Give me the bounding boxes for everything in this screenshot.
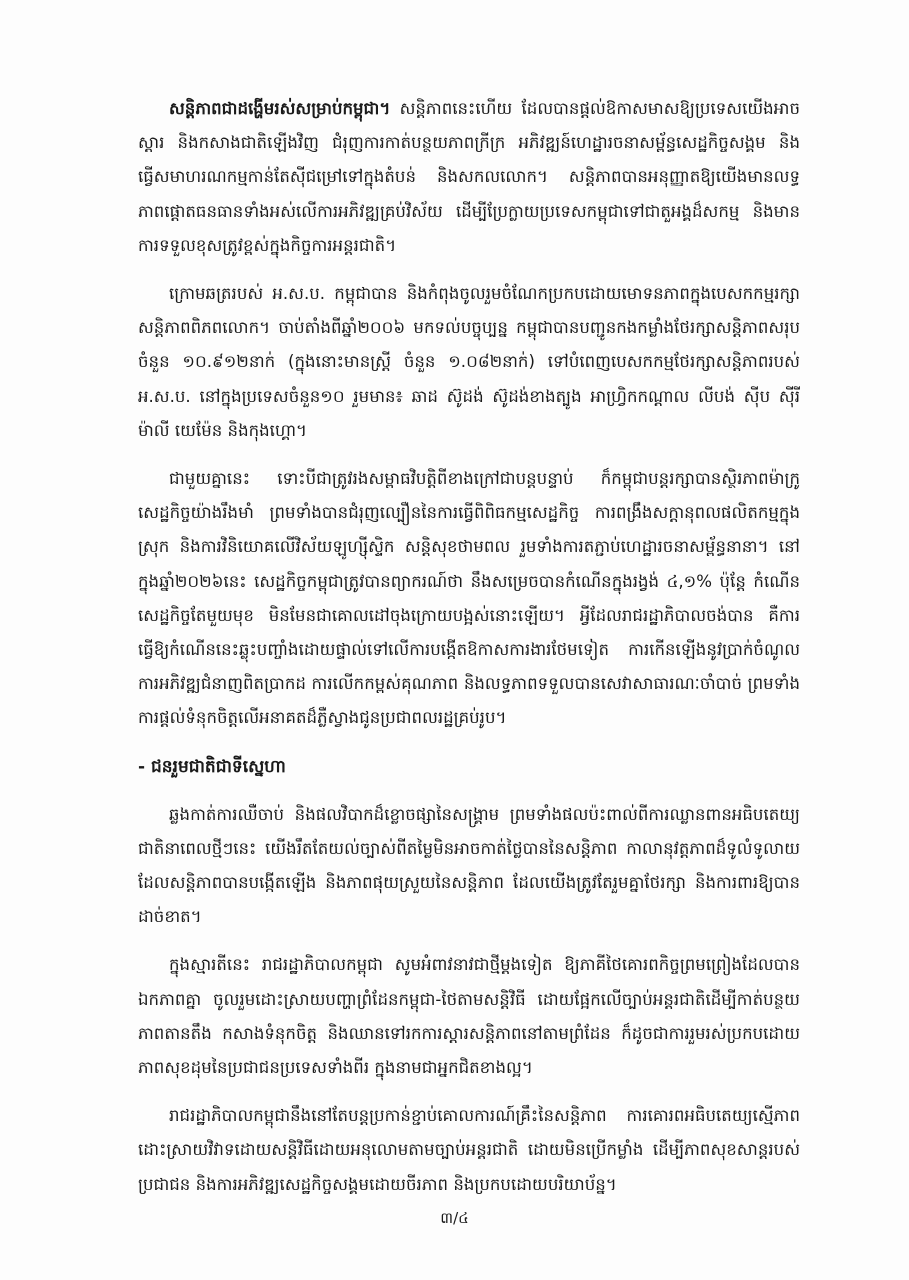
paragraph-text: រាជរដ្ឋាភិបាលកម្ពុជានឹងនៅតែបន្តប្រកាន់ខ្ជាប់គោលការណ៍គ្រឹះនៃសន្តិភាព ការគោរពអធិបតេយ្យស្មើភាព ដោះស្រាយវិវាទដោយសន្តិវិធីដោយអនុលោមតាមច្បាប់អន្តរជាតិ ដោយមិនប្រើកម្លាំង ដើម្បីភាពសុខសាន្តរបស់ប្រជាជន និងការអភិវឌ្ឍសេដ្ឋកិច្ចសង្គមដោយចីរភាព និងប្រកបដោយបរិយាប័ន្ន។ (138, 1106, 800, 1194)
paragraph-economy (138, 462, 800, 736)
paragraph-text: ក្រោមឆត្ររបស់ អ.ស.ប. កម្ពុជាបាន និងកំពុងចូលរួមចំណែកប្រកបដោយមោទនភាពក្នុងបេសកកម្មរក្សាសន្តិភាពពិភពលោក។ ចាប់តាំងពីឆ្នាំ២០០៦ មកទល់បច្ចុប្បន្ន កម្ពុជាបានបញ្ជូនកងកម្លាំងថែរក្សាសន្តិភាពសរុបចំនួន ១០.៩១២នាក់ (ក្នុងនោះមានស្ត្រី ចំនួន ១.០៨២នាក់) ទៅបំពេញបេសកកម្មថែរក្សាសន្តិភាពរបស់ អ.ស.ប. នៅក្នុងប្រទេសចំនួន១០ រួមមាន៖ ឆាដ ស៊ូដង់ ស៊ូដង់ខាងត្បូង អាហ្វ្រិកកណ្តាល លីបង់ ស៊ីប ស៊ីរី ម៉ាលី យេម៉ែន និងកុងហ្គោ។ (138, 284, 800, 440)
paragraph-peace-breath (138, 92, 800, 263)
paragraph-border-appeal (138, 948, 800, 1085)
page-number: ៣/៤ (440, 1209, 469, 1227)
paragraph-text: ជាមួយគ្នានេះ ទោះបីជាត្រូវរងសម្ពាធវិបត្តិពីខាងក្រៅជាបន្តបន្ទាប់ ក៏កម្ពុជាបន្តរក្សាបានស្ថិរភាពម៉ាក្រូសេដ្ឋកិច្ចយ៉ាងរឹងមាំ ព្រមទាំងបានជំរុញល្បឿននៃការធ្វើពិពិធកម្មសេដ្ឋកិច្ច ការពង្រឹងសក្តានុពលផលិតកម្មក្នុងស្រុក និងការវិនិយោគលើវិស័យឡូហ្ស៊ីស្ទិក សន្តិសុខថាមពល រួមទាំងការតភ្ជាប់ហេដ្ឋារចនាសម្ព័ន្ធនានា។ នៅក្នុងឆ្នាំ២០២៦នេះ សេដ្ឋកិច្ចកម្ពុជាត្រូវបានព្យាករណ៍ថា នឹងសម្រេចបានកំណើនក្នុងរង្វង់ ៤,១% ប៉ុន្តែ កំណើនសេដ្ឋកិច្ចតែមួយមុខ មិនមែនជាគោលដៅចុងក្រោយបង្អស់នោះឡើយ។ អ្វីដែលរាជរដ្ឋាភិបាលចង់បាន គឺការធ្វើឱ្យកំណើននេះឆ្លុះបញ្ចាំងដោយផ្ទាល់ទៅលើការបង្កើតឱកាសការងារថែមទៀត ការកើនឡើងនូវប្រាក់ចំណូល ការអភិវឌ្ឍជំនាញពិតប្រាកដ ការលើកកម្ពស់គុណភាព និងលទ្ធភាពទទួលបានសេវាសាធារណៈចាំបាច់ ព្រមទាំងការផ្តល់ទំនុកចិត្តលើអនាគតដ៏ភ្លឺស្វាងជូនប្រជាពលរដ្ឋគ្រប់រូប។ (138, 469, 800, 728)
paragraph-text: សន្តិភាពនេះហើយ ដែលបានផ្តល់ឱកាសមាសឱ្យប្រទេសយើងអាចស្តារ និងកសាងជាតិឡើងវិញ ជំរុញការកាត់បន្ថយភាពក្រីក្រ អភិវឌ្ឍន៍ហេដ្ឋារចនាសម្ព័ន្ធសេដ្ឋកិច្ចសង្គម និងធ្វើសមាហរណកម្មកាន់តែស៊ីជម្រៅទៅក្នុងតំបន់ និងសកលលោក។ សន្តិភាពបានអនុញ្ញាតឱ្យយើងមានលទ្ធភាពផ្តោតធនធានទាំងអស់លើការអភិវឌ្ឍគ្រប់វិស័យ ដើម្បីប្រែក្លាយប្រទេសកម្ពុជាទៅជាតួអង្គដ៏សកម្ម និងមានការទទួលខុសត្រូវខ្ពស់ក្នុងកិច្ចការអន្តរជាតិ។ (138, 99, 800, 255)
document-body (138, 92, 800, 1216)
paragraph-lead-bold: សន្តិភាពជាដង្ហើមរស់សម្រាប់កម្ពុជា។ (169, 99, 391, 118)
section-heading: - ជនរួមជាតិជាទីស្នេហា (138, 756, 286, 777)
paragraph-text: ឆ្លងកាត់ការឈឺចាប់ និងផលវិបាកដ៏ខ្លោចផ្សានៃសង្គ្រាម ព្រមទាំងផលប៉ះពាល់ពីការឈ្លានពានអធិបតេយ្យជាតិនាពេលថ្មីៗនេះ យើងរឹតតែយល់ច្បាស់ពីតម្លៃមិនអាចកាត់ថ្លៃបាននៃសន្តិភាព កាលានុវត្តភាពដ៏ទូលំទូលាយដែលសន្តិភាពបានបង្កើតឡើង និងភាពផុយស្រួយនៃសន្តិភាព ដែលយើងត្រូវតែរួមគ្នាថែរក្សា និងការពារឱ្យបានដាច់ខាត។ (138, 804, 800, 927)
paragraph-text: ក្នុងស្មារតីនេះ រាជរដ្ឋាភិបាលកម្ពុជា សូមអំពាវនាវជាថ្មីម្តងទៀត ឱ្យភាគីថៃគោរពកិច្ចព្រមព្រៀងដែលបានឯកភាពគ្នា ចូលរួមដោះស្រាយបញ្ហាព្រំដែនកម្ពុជា-ថៃតាមសន្តិវិធី ដោយផ្អែកលើច្បាប់អន្តរជាតិដើម្បីកាត់បន្ថយភាពតានតឹង កសាងទំនុកចិត្ត និងឈានទៅរកការស្តារសន្តិភាពនៅតាមព្រំដែន ក៏ដូចជាការរួមរស់ប្រកបដោយភាពសុខដុមនៃប្រជាជនប្រទេសទាំងពីរ ក្នុងនាមជាអ្នកជិតខាងល្អ។ (138, 955, 800, 1078)
paragraph-un-peacekeeping (138, 277, 800, 448)
paragraph-war-consequences (138, 798, 800, 935)
paragraph-principles (138, 1099, 800, 1202)
